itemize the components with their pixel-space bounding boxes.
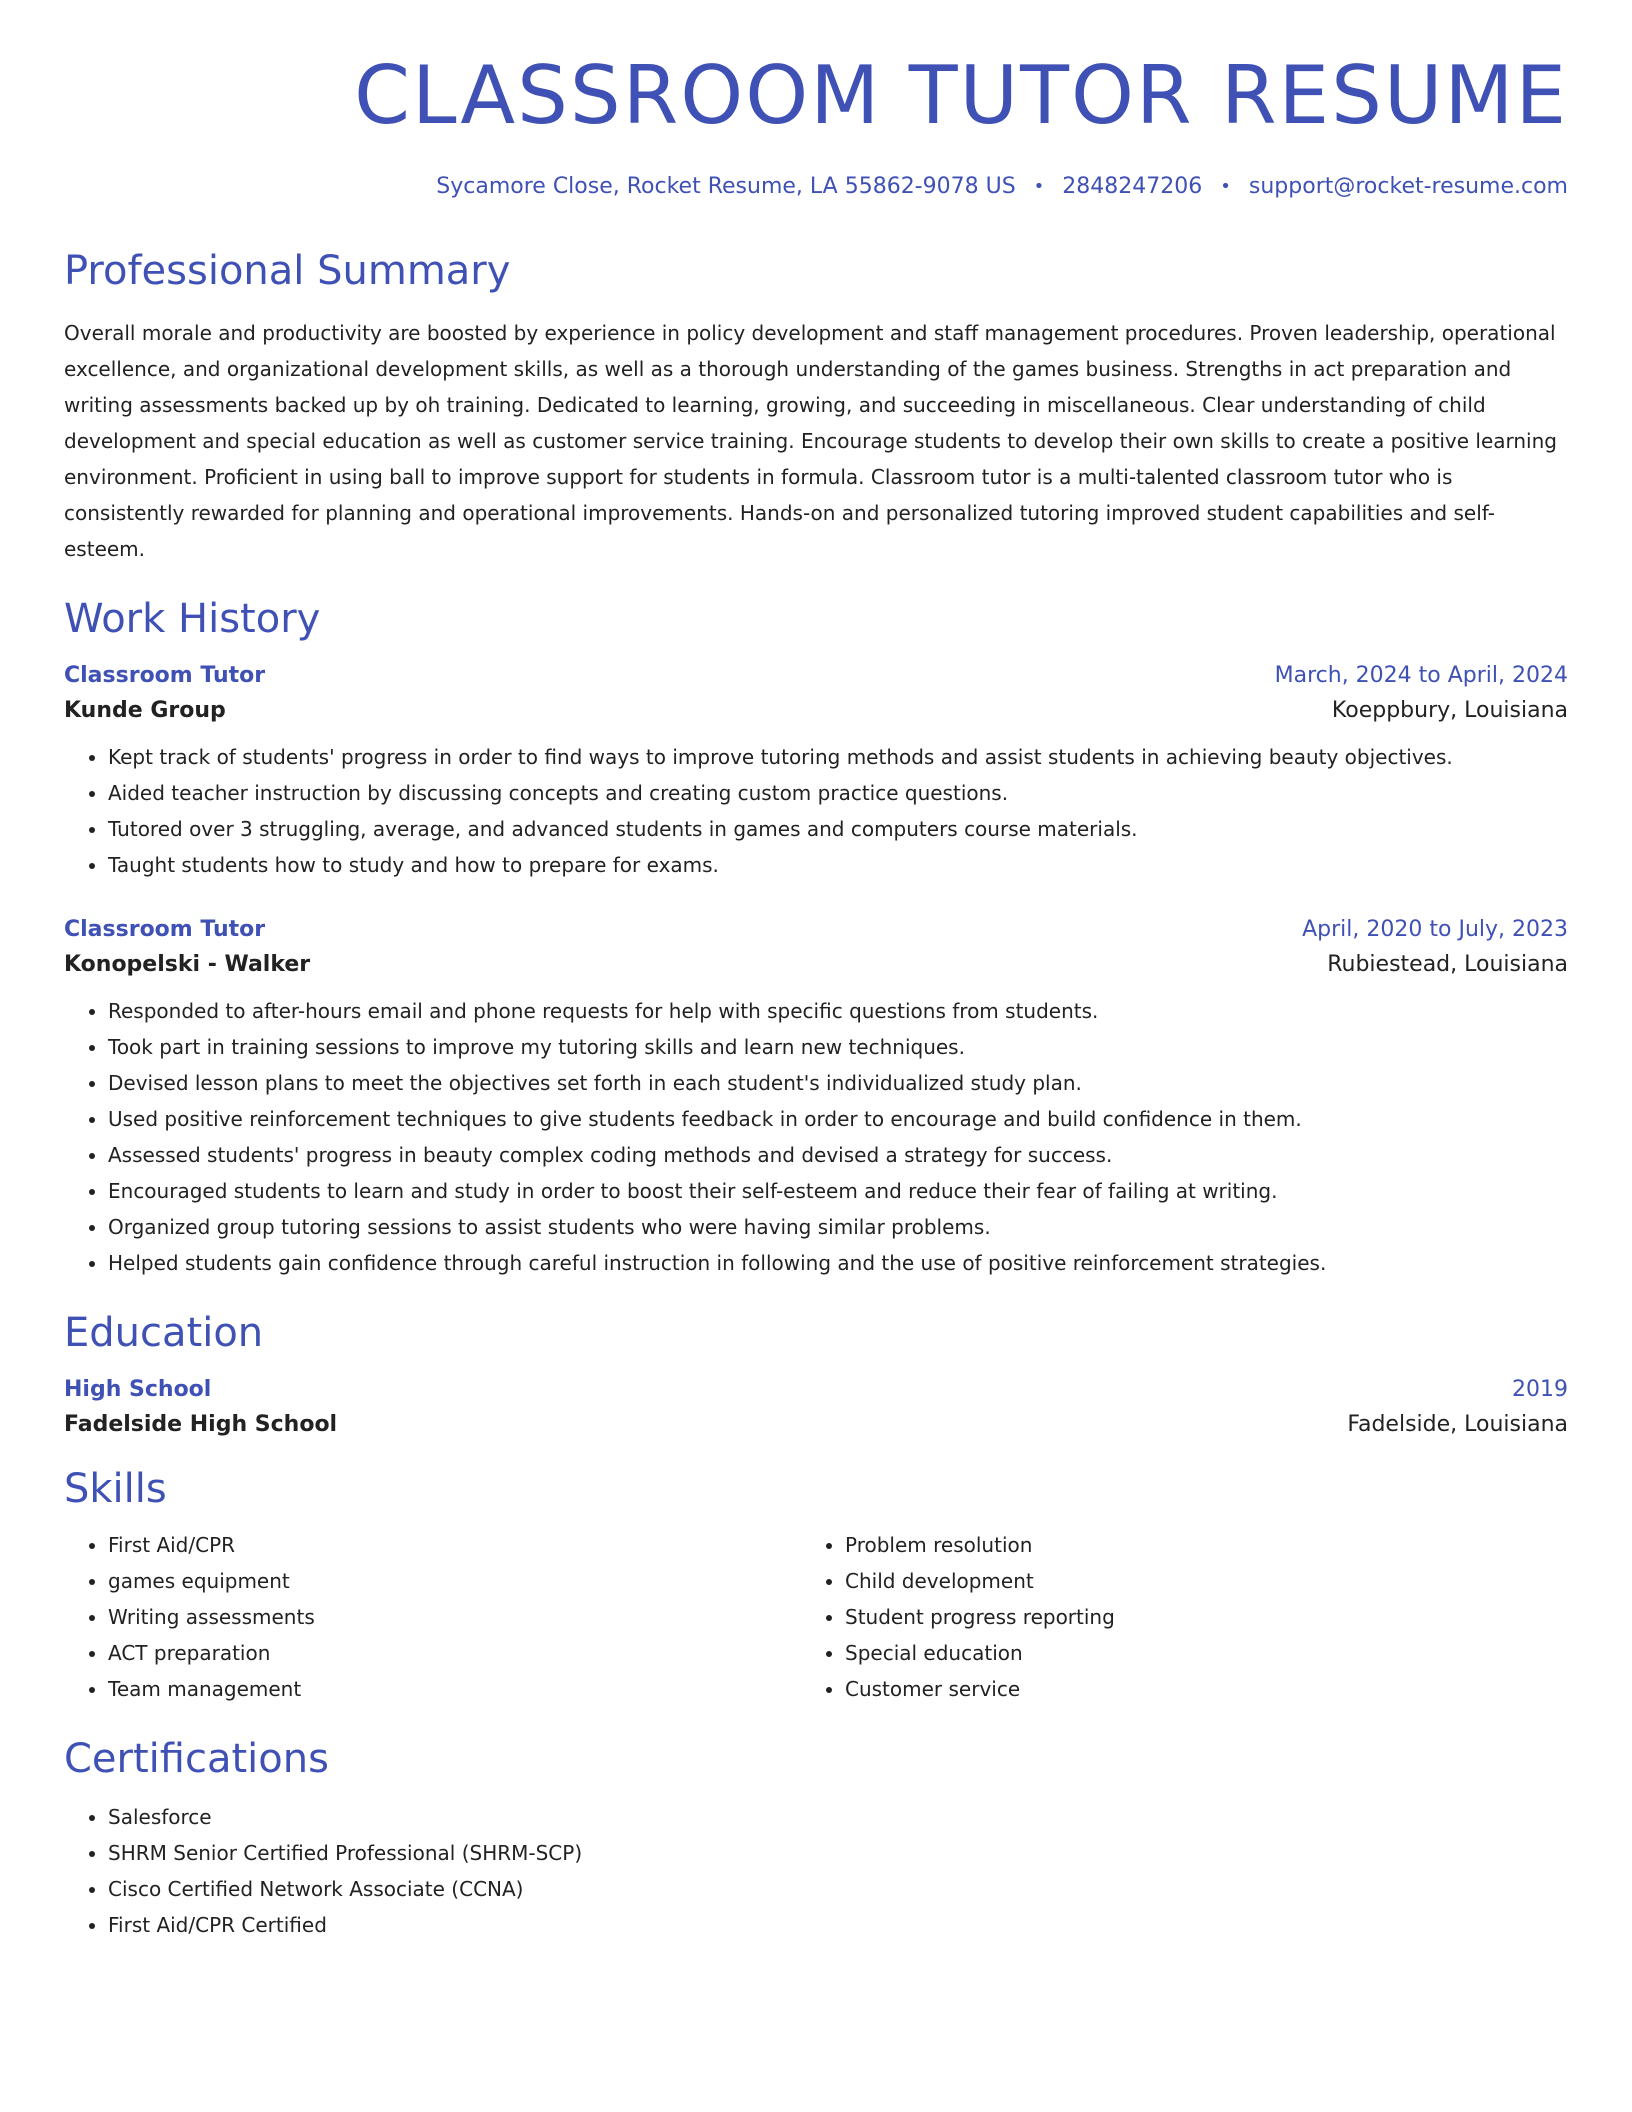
skill-item: • Customer service <box>845 1671 1538 1707</box>
job-company-row <box>64 952 1568 977</box>
job-bullets <box>64 739 1568 883</box>
certifications-list <box>64 1799 1568 1943</box>
job-bullet: • Kept track of students' progress in order to find ways to improve tutoring methods and assist students in achieving beauty objectives. <box>108 739 1568 775</box>
contact-address: Sycamore Close, Rocket Resume, LA 55862-9078 US <box>436 174 1016 199</box>
certification-item: • Salesforce <box>108 1799 1568 1835</box>
work-history-heading: Work History <box>64 596 321 642</box>
education-heading: Education <box>64 1310 264 1356</box>
job-entry <box>64 663 1568 883</box>
job-bullet: • Assessed students' progress in beauty complex coding methods and devised a strategy for success. <box>108 1137 1568 1173</box>
skills-columns <box>64 1527 1568 1707</box>
skills-column-right <box>801 1527 1538 1707</box>
summary-section <box>64 247 1568 567</box>
job-title: Classroom Tutor <box>64 917 266 942</box>
resume-title: CLASSROOM TUTOR RESUME <box>354 49 1568 142</box>
job-bullet: • Devised lesson plans to meet the objectives set forth in each student's individualized study plan. <box>108 1065 1568 1101</box>
skill-item: • Problem resolution <box>845 1527 1538 1563</box>
job-entry <box>64 917 1568 1281</box>
job-bullet: • Taught students how to study and how to prepare for exams. <box>108 847 1568 883</box>
skill-item: • Special education <box>845 1635 1538 1671</box>
certifications-heading: Certifications <box>64 1736 329 1782</box>
job-bullet: • Used positive reinforcement techniques to give students feedback in order to encourage and build confidence in them. <box>108 1101 1568 1137</box>
contact-phone: 2848247206 <box>1062 174 1203 199</box>
job-location: Koeppbury, Louisiana <box>1331 698 1568 723</box>
skills-list <box>64 1527 801 1707</box>
skill-item: • ACT preparation <box>108 1635 801 1671</box>
education-section <box>64 1309 1568 1437</box>
education-location: Fadelside, Louisiana <box>1347 1412 1568 1437</box>
resume-header <box>64 48 1568 199</box>
job-bullet: • Encouraged students to learn and study in order to boost their self-esteem and reduce their fear of failing at writing. <box>108 1173 1568 1209</box>
work-history-section <box>64 595 1568 1281</box>
education-year: 2019 <box>1512 1377 1568 1402</box>
education-school: Fadelside High School <box>64 1412 338 1437</box>
job-bullet: • Tutored over 3 struggling, average, and advanced students in games and computers course materials. <box>108 811 1568 847</box>
skills-column-left <box>64 1527 801 1707</box>
job-bullet: • Took part in training sessions to improve my tutoring skills and learn new techniques. <box>108 1029 1568 1065</box>
skills-heading: Skills <box>64 1466 167 1512</box>
skill-item: • Writing assessments <box>108 1599 801 1635</box>
job-title-row <box>64 917 1568 942</box>
skills-list <box>801 1527 1538 1707</box>
job-bullets <box>64 993 1568 1281</box>
education-degree: High School <box>64 1377 212 1402</box>
job-company: Konopelski - Walker <box>64 952 311 977</box>
skills-section <box>64 1465 1568 1707</box>
certification-item: • First Aid/CPR Certified <box>108 1907 1568 1943</box>
summary-heading: Professional Summary <box>64 248 511 294</box>
education-entry <box>64 1377 1568 1437</box>
contact-email: support@rocket-resume.com <box>1248 174 1568 199</box>
job-dates: March, 2024 to April, 2024 <box>1274 663 1568 688</box>
job-location: Rubiestead, Louisiana <box>1327 952 1568 977</box>
job-company-row <box>64 698 1568 723</box>
skill-item: • games equipment <box>108 1563 801 1599</box>
job-bullet: • Aided teacher instruction by discussing concepts and creating custom practice questions. <box>108 775 1568 811</box>
job-dates: April, 2020 to July, 2023 <box>1302 917 1568 942</box>
skill-item: • Team management <box>108 1671 801 1707</box>
contact-separator: • <box>1033 176 1045 197</box>
skill-item: • Child development <box>845 1563 1538 1599</box>
job-bullet: • Responded to after-hours email and phone requests for help with specific questions from students. <box>108 993 1568 1029</box>
skill-item: • Student progress reporting <box>845 1599 1538 1635</box>
job-title-row <box>64 663 1568 688</box>
job-company: Kunde Group <box>64 698 226 723</box>
education-school-row <box>64 1412 1568 1437</box>
education-degree-row <box>64 1377 1568 1402</box>
certification-item: • SHRM Senior Certified Professional (SHRM-SCP) <box>108 1835 1568 1871</box>
skill-item: • First Aid/CPR <box>108 1527 801 1563</box>
contact-separator: • <box>1220 176 1231 197</box>
job-bullet: • Organized group tutoring sessions to assist students who were having similar problems. <box>108 1209 1568 1245</box>
certification-item: • Cisco Certified Network Associate (CCNA) <box>108 1871 1568 1907</box>
job-title: Classroom Tutor <box>64 663 266 688</box>
certifications-section <box>64 1735 1568 1943</box>
job-bullet: • Helped students gain confidence through careful instruction in following and the use of positive reinforcement strategies. <box>108 1245 1568 1281</box>
summary-text: Overall morale and productivity are boosted by experience in policy development and staff management procedures. Proven leadership, operational excellence, and organizational development skills, as well as a thorough understanding of the games business. Strengths in act preparation and writing assessments backed up by oh training. Dedicated to learning, growing, and succeeding in miscellaneous. Clear understanding of child development and special education as well as customer service training. Encourage students to develop their own skills to create a positive learning environment. Proficient in using ball to improve support for students in formula. Classroom tutor is a multi-talented classroom tutor who is consistently rewarded for planning and operational improvements. Hands-on and personalized tutoring improved student capabilities and self-esteem. <box>64 321 1557 561</box>
contact-line <box>64 174 1568 199</box>
